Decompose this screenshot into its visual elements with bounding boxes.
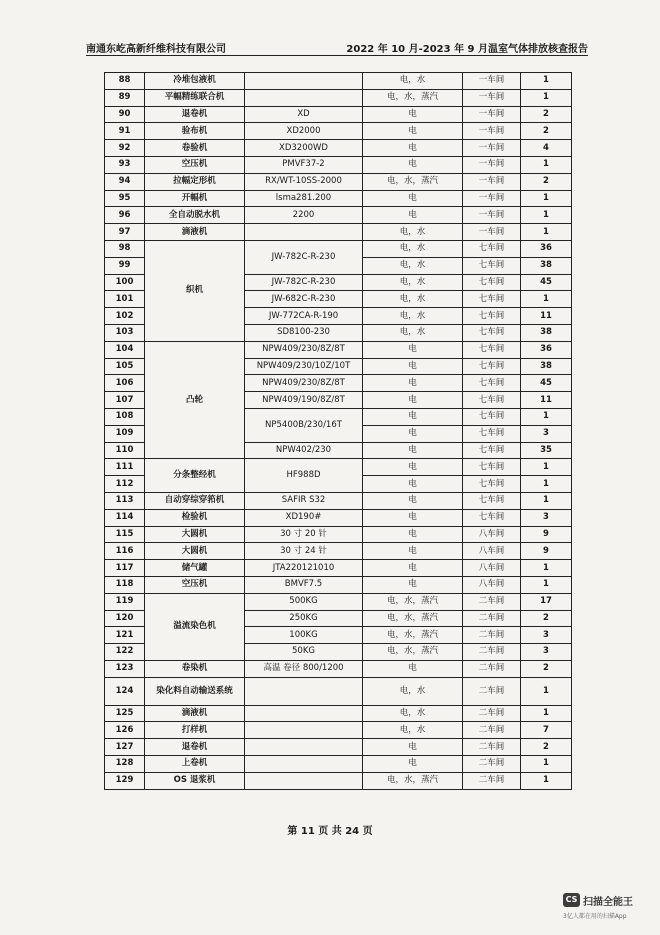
- equipment-model: JW-782C-R-230: [245, 274, 363, 291]
- workshop: 二车间: [463, 660, 521, 677]
- row-number: 89: [105, 89, 145, 106]
- equipment-model: 高温 卷径 800/1200: [245, 660, 363, 677]
- quantity: 7: [521, 722, 572, 739]
- quantity: 3: [521, 627, 572, 644]
- row-number: 118: [105, 576, 145, 593]
- equipment-name: 织机: [145, 240, 245, 341]
- equipment-name: 滴液机: [145, 224, 245, 241]
- workshop: 二车间: [463, 610, 521, 627]
- quantity: 36: [521, 240, 572, 257]
- row-number: 117: [105, 560, 145, 577]
- workshop: 七车间: [463, 274, 521, 291]
- quantity: 1: [521, 459, 572, 476]
- workshop: 七车间: [463, 392, 521, 409]
- energy-type: 电，水，蒸汽: [363, 173, 463, 190]
- equipment-model: 250KG: [245, 610, 363, 627]
- energy-type: 电: [363, 341, 463, 358]
- workshop: 一车间: [463, 190, 521, 207]
- energy-type: 电，水: [363, 722, 463, 739]
- table-row: [105, 526, 572, 543]
- equipment-model: PMVF37-2: [245, 156, 363, 173]
- energy-type: 电: [363, 358, 463, 375]
- row-number: 105: [105, 358, 145, 375]
- equipment-name: 溢流染色机: [145, 593, 245, 660]
- table-row: [105, 173, 572, 190]
- energy-type: 电: [363, 375, 463, 392]
- quantity: 45: [521, 375, 572, 392]
- workshop: 二车间: [463, 593, 521, 610]
- energy-type: 电，水: [363, 240, 463, 257]
- table-row: [105, 140, 572, 157]
- workshop: 一车间: [463, 123, 521, 140]
- row-number: 129: [105, 772, 145, 789]
- equipment-model: HF988D: [245, 459, 363, 493]
- energy-type: 电，水: [363, 224, 463, 241]
- workshop: 一车间: [463, 173, 521, 190]
- row-number: 96: [105, 207, 145, 224]
- equipment-model: [245, 756, 363, 773]
- quantity: 4: [521, 140, 572, 157]
- workshop: 二车间: [463, 705, 521, 722]
- quantity: 38: [521, 358, 572, 375]
- header-rule: [86, 55, 588, 56]
- row-number: 94: [105, 173, 145, 190]
- camscanner-name: 扫描全能王: [583, 897, 633, 908]
- table-row: [105, 772, 572, 789]
- row-number: 126: [105, 722, 145, 739]
- energy-type: 电: [363, 660, 463, 677]
- equipment-name: 空压机: [145, 576, 245, 593]
- quantity: 1: [521, 291, 572, 308]
- equipment-name: 储气罐: [145, 560, 245, 577]
- workshop: 七车间: [463, 408, 521, 425]
- page-number: 第 11 页 共 24 页: [287, 826, 373, 837]
- energy-type: 电，水: [363, 308, 463, 325]
- row-number: 95: [105, 190, 145, 207]
- table-row: [105, 73, 572, 90]
- workshop: 二车间: [463, 739, 521, 756]
- row-number: 111: [105, 459, 145, 476]
- equipment-model: [245, 677, 363, 705]
- energy-type: 电: [363, 476, 463, 493]
- equipment-name: 卷染机: [145, 660, 245, 677]
- quantity: 35: [521, 442, 572, 459]
- row-number: 128: [105, 756, 145, 773]
- equipment-model: NPW402/230: [245, 442, 363, 459]
- equipment-model: [245, 705, 363, 722]
- equipment-model: 30 寸 24 针: [245, 543, 363, 560]
- energy-type: 电: [363, 106, 463, 123]
- row-number: 108: [105, 408, 145, 425]
- equipment-model: 100KG: [245, 627, 363, 644]
- energy-type: 电: [363, 156, 463, 173]
- energy-type: 电，水，蒸汽: [363, 593, 463, 610]
- table-row: [105, 156, 572, 173]
- equipment-name: 大圆机: [145, 543, 245, 560]
- quantity: 1: [521, 89, 572, 106]
- equipment-model: [245, 739, 363, 756]
- workshop: 七车间: [463, 425, 521, 442]
- workshop: 一车间: [463, 89, 521, 106]
- table-row: [105, 341, 572, 358]
- equipment-model: NPW409/230/8Z/8T: [245, 375, 363, 392]
- row-number: 110: [105, 442, 145, 459]
- quantity: 1: [521, 190, 572, 207]
- table-row: [105, 722, 572, 739]
- row-number: 106: [105, 375, 145, 392]
- workshop: 八车间: [463, 526, 521, 543]
- workshop: 一车间: [463, 207, 521, 224]
- quantity: 1: [521, 677, 572, 705]
- equipment-name: 分条整经机: [145, 459, 245, 493]
- equipment-model: JW-682C-R-230: [245, 291, 363, 308]
- quantity: 9: [521, 526, 572, 543]
- table-row: [105, 240, 572, 257]
- quantity: 3: [521, 509, 572, 526]
- table-row: [105, 106, 572, 123]
- row-number: 92: [105, 140, 145, 157]
- equipment-name: 冷堆包液机: [145, 73, 245, 90]
- energy-type: 电，水，蒸汽: [363, 89, 463, 106]
- workshop: 八车间: [463, 560, 521, 577]
- equipment-name: 退卷机: [145, 739, 245, 756]
- table-row: [105, 756, 572, 773]
- equipment-model: [245, 722, 363, 739]
- energy-type: 电: [363, 190, 463, 207]
- equipment-name: 打样机: [145, 722, 245, 739]
- equipment-name: 滴液机: [145, 705, 245, 722]
- energy-type: 电: [363, 207, 463, 224]
- energy-type: 电，水: [363, 73, 463, 90]
- equipment-model: [245, 89, 363, 106]
- row-number: 124: [105, 677, 145, 705]
- workshop: 七车间: [463, 358, 521, 375]
- equipment-name: 染化料自动输送系统: [145, 677, 245, 705]
- camscanner-logo-icon: CS: [563, 893, 580, 907]
- table-row: [105, 677, 572, 705]
- equipment-model: SAFIR S32: [245, 492, 363, 509]
- equipment-table: [104, 72, 572, 790]
- row-number: 102: [105, 308, 145, 325]
- table-row: [105, 660, 572, 677]
- energy-type: 电，水，蒸汽: [363, 772, 463, 789]
- equipment-model: XD: [245, 106, 363, 123]
- equipment-model: 2200: [245, 207, 363, 224]
- workshop: 七车间: [463, 324, 521, 341]
- row-number: 123: [105, 660, 145, 677]
- quantity: 2: [521, 610, 572, 627]
- workshop: 二车间: [463, 772, 521, 789]
- camscanner-tagline: 3亿人都在用的扫描App: [563, 913, 627, 920]
- equipment-name: 卷验机: [145, 140, 245, 157]
- equipment-table-body: [105, 73, 572, 790]
- row-number: 104: [105, 341, 145, 358]
- workshop: 一车间: [463, 140, 521, 157]
- energy-type: 电，水: [363, 705, 463, 722]
- row-number: 91: [105, 123, 145, 140]
- equipment-model: NP5400B/230/16T: [245, 408, 363, 442]
- workshop: 八车间: [463, 576, 521, 593]
- equipment-name: 平幅精练联合机: [145, 89, 245, 106]
- row-number: 103: [105, 324, 145, 341]
- equipment-name: 退卷机: [145, 106, 245, 123]
- energy-type: 电，水: [363, 257, 463, 274]
- energy-type: 电: [363, 492, 463, 509]
- energy-type: 电: [363, 509, 463, 526]
- row-number: 98: [105, 240, 145, 257]
- workshop: 七车间: [463, 240, 521, 257]
- energy-type: 电: [363, 560, 463, 577]
- quantity: 1: [521, 705, 572, 722]
- row-number: 122: [105, 644, 145, 661]
- workshop: 二车间: [463, 756, 521, 773]
- energy-type: 电，水，蒸汽: [363, 627, 463, 644]
- workshop: 一车间: [463, 156, 521, 173]
- equipment-model: lsma281.200: [245, 190, 363, 207]
- quantity: 1: [521, 492, 572, 509]
- row-number: 115: [105, 526, 145, 543]
- quantity: 1: [521, 756, 572, 773]
- company-name: 南通东屹高新纤维科技有限公司: [86, 44, 226, 55]
- equipment-name: 大圆机: [145, 526, 245, 543]
- equipment-model: 500KG: [245, 593, 363, 610]
- equipment-name: 验布机: [145, 123, 245, 140]
- row-number: 107: [105, 392, 145, 409]
- quantity: 1: [521, 224, 572, 241]
- energy-type: 电: [363, 123, 463, 140]
- equipment-model: JW-782C-R-230: [245, 240, 363, 274]
- quantity: 45: [521, 274, 572, 291]
- table-row: [105, 576, 572, 593]
- workshop: 一车间: [463, 224, 521, 241]
- equipment-model: JW-772CA-R-190: [245, 308, 363, 325]
- energy-type: 电: [363, 392, 463, 409]
- quantity: 38: [521, 324, 572, 341]
- workshop: 七车间: [463, 341, 521, 358]
- equipment-name: OS 退浆机: [145, 772, 245, 789]
- quantity: 1: [521, 156, 572, 173]
- table-row: [105, 543, 572, 560]
- quantity: 2: [521, 660, 572, 677]
- energy-type: 电: [363, 756, 463, 773]
- row-number: 93: [105, 156, 145, 173]
- equipment-name: 全自动脱水机: [145, 207, 245, 224]
- energy-type: 电: [363, 408, 463, 425]
- quantity: 1: [521, 73, 572, 90]
- equipment-model: NPW409/190/8Z/8T: [245, 392, 363, 409]
- row-number: 88: [105, 73, 145, 90]
- workshop: 二车间: [463, 644, 521, 661]
- equipment-name: 上卷机: [145, 756, 245, 773]
- equipment-model: 30 寸 20 针: [245, 526, 363, 543]
- workshop: 二车间: [463, 722, 521, 739]
- table-row: [105, 739, 572, 756]
- table-row: [105, 593, 572, 610]
- workshop: 七车间: [463, 492, 521, 509]
- quantity: 1: [521, 476, 572, 493]
- row-number: 125: [105, 705, 145, 722]
- row-number: 127: [105, 739, 145, 756]
- quantity: 2: [521, 173, 572, 190]
- equipment-name: 空压机: [145, 156, 245, 173]
- table-row: [105, 560, 572, 577]
- equipment-name: 自动穿综穿筘机: [145, 492, 245, 509]
- quantity: 1: [521, 576, 572, 593]
- row-number: 90: [105, 106, 145, 123]
- workshop: 七车间: [463, 476, 521, 493]
- quantity: 1: [521, 207, 572, 224]
- row-number: 112: [105, 476, 145, 493]
- energy-type: 电: [363, 140, 463, 157]
- workshop: 二车间: [463, 677, 521, 705]
- equipment-model: 50KG: [245, 644, 363, 661]
- table-row: [105, 190, 572, 207]
- workshop: 七车间: [463, 509, 521, 526]
- equipment-name: 开幅机: [145, 190, 245, 207]
- workshop: 七车间: [463, 459, 521, 476]
- equipment-model: [245, 224, 363, 241]
- workshop: 一车间: [463, 73, 521, 90]
- equipment-model: NPW409/230/10Z/10T: [245, 358, 363, 375]
- energy-type: 电: [363, 425, 463, 442]
- workshop: 一车间: [463, 106, 521, 123]
- quantity: 2: [521, 106, 572, 123]
- equipment-model: BMVF7.5: [245, 576, 363, 593]
- energy-type: 电: [363, 459, 463, 476]
- equipment-model: XD2000: [245, 123, 363, 140]
- energy-type: 电: [363, 442, 463, 459]
- equipment-model: XD190#: [245, 509, 363, 526]
- energy-type: 电，水，蒸汽: [363, 644, 463, 661]
- table-row: [105, 509, 572, 526]
- row-number: 114: [105, 509, 145, 526]
- workshop: 八车间: [463, 543, 521, 560]
- table-row: [105, 207, 572, 224]
- workshop: 七车间: [463, 308, 521, 325]
- energy-type: 电: [363, 526, 463, 543]
- table-row: [105, 224, 572, 241]
- quantity: 9: [521, 543, 572, 560]
- energy-type: 电，水，蒸汽: [363, 610, 463, 627]
- quantity: 38: [521, 257, 572, 274]
- table-row: [105, 123, 572, 140]
- row-number: 97: [105, 224, 145, 241]
- equipment-model: SD8100-230: [245, 324, 363, 341]
- energy-type: 电，水: [363, 291, 463, 308]
- energy-type: 电: [363, 543, 463, 560]
- row-number: 100: [105, 274, 145, 291]
- equipment-name: 检验机: [145, 509, 245, 526]
- equipment-model: RX/WT-10SS-2000: [245, 173, 363, 190]
- row-number: 109: [105, 425, 145, 442]
- equipment-model: XD3200WD: [245, 140, 363, 157]
- energy-type: 电，水: [363, 274, 463, 291]
- quantity: 1: [521, 408, 572, 425]
- quantity: 1: [521, 560, 572, 577]
- row-number: 119: [105, 593, 145, 610]
- energy-type: 电，水: [363, 677, 463, 705]
- quantity: 2: [521, 123, 572, 140]
- equipment-model: NPW409/230/8Z/8T: [245, 341, 363, 358]
- energy-type: 电: [363, 739, 463, 756]
- equipment-model: [245, 772, 363, 789]
- quantity: 2: [521, 739, 572, 756]
- row-number: 120: [105, 610, 145, 627]
- workshop: 七车间: [463, 375, 521, 392]
- quantity: 11: [521, 392, 572, 409]
- table-row: [105, 459, 572, 476]
- row-number: 121: [105, 627, 145, 644]
- row-number: 113: [105, 492, 145, 509]
- report-title: 2022 年 10 月-2023 年 9 月温室气体排放核查报告: [346, 44, 588, 55]
- row-number: 99: [105, 257, 145, 274]
- equipment-name: 凸轮: [145, 341, 245, 459]
- energy-type: 电，水: [363, 324, 463, 341]
- row-number: 101: [105, 291, 145, 308]
- table-row: [105, 492, 572, 509]
- quantity: 11: [521, 308, 572, 325]
- workshop: 二车间: [463, 627, 521, 644]
- workshop: 七车间: [463, 257, 521, 274]
- quantity: 17: [521, 593, 572, 610]
- equipment-model: [245, 73, 363, 90]
- energy-type: 电: [363, 576, 463, 593]
- workshop: 七车间: [463, 291, 521, 308]
- quantity: 3: [521, 644, 572, 661]
- workshop: 七车间: [463, 442, 521, 459]
- equipment-model: JTA220121010: [245, 560, 363, 577]
- quantity: 3: [521, 425, 572, 442]
- equipment-name: 拉幅定形机: [145, 173, 245, 190]
- quantity: 1: [521, 772, 572, 789]
- row-number: 116: [105, 543, 145, 560]
- table-row: [105, 705, 572, 722]
- quantity: 36: [521, 341, 572, 358]
- table-row: [105, 89, 572, 106]
